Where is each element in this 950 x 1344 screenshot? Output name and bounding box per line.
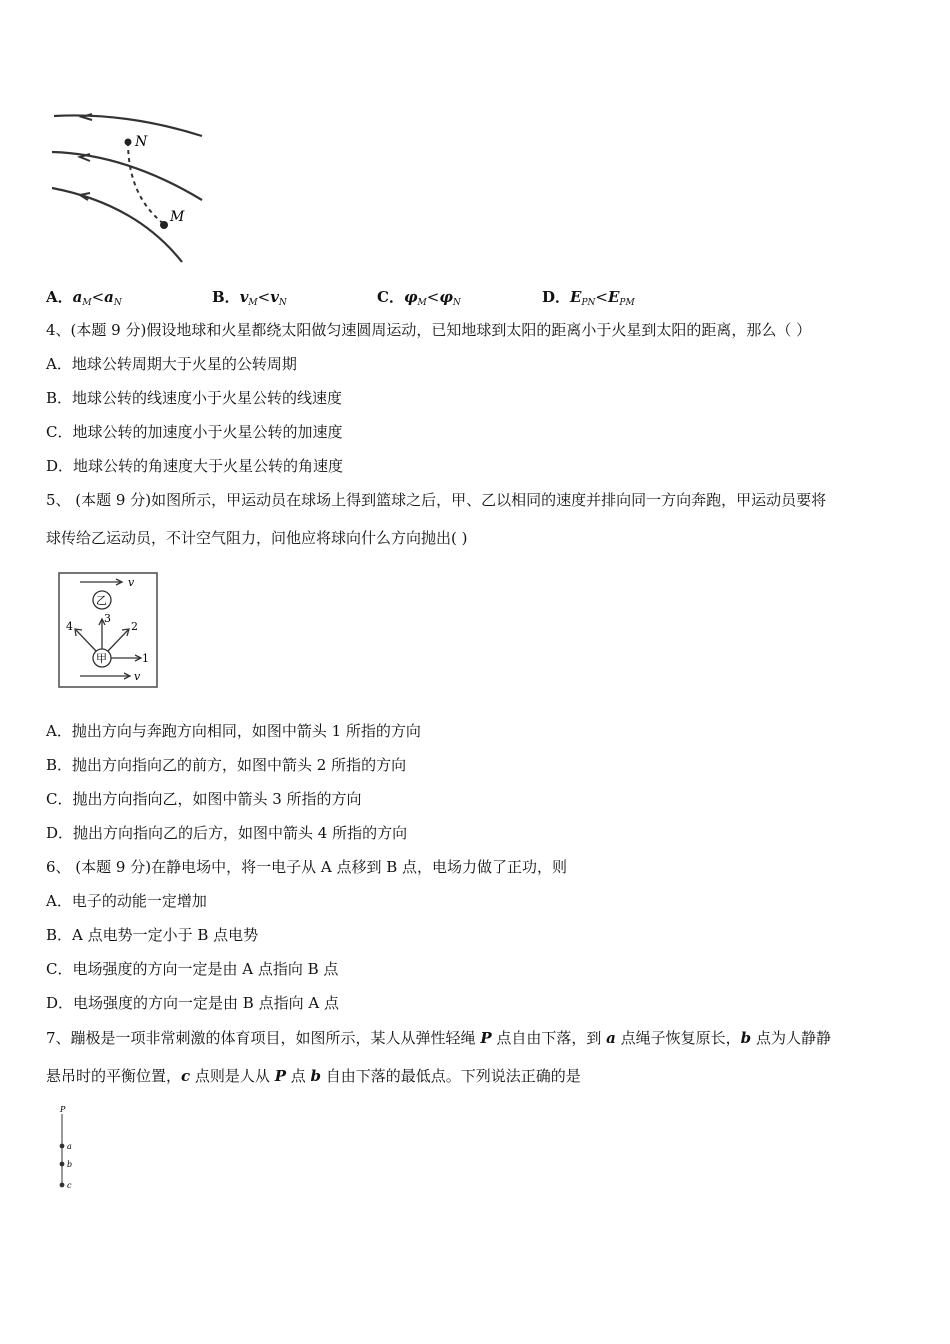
label-4: 4 xyxy=(66,620,73,633)
label-1: 1 xyxy=(142,652,149,665)
q6-option-b[interactable]: B．A 点电势一定小于 B 点电势 xyxy=(46,926,259,944)
q6-option-a[interactable]: A．电子的动能一定增加 xyxy=(46,892,207,910)
point-a xyxy=(60,1144,65,1149)
q3-options xyxy=(46,286,746,308)
q5-stem-line2: 球传给乙运动员，不计空气阻力，问他应将球向什么方向抛出( ) xyxy=(46,529,468,547)
q5-figure-frame xyxy=(59,573,157,687)
label-jia: 甲 xyxy=(96,652,107,665)
label-a: a xyxy=(67,1142,72,1151)
bungee-figure xyxy=(54,1104,84,1192)
point-b xyxy=(60,1162,65,1167)
label-yi: 乙 xyxy=(96,594,107,607)
label-b: b xyxy=(67,1160,73,1169)
q4-stem: 4、(本题 9 分)假设地球和火星都绕太阳做匀速圆周运动，已知地球到太阳的距离小于火星到太阳的距离，那么（ ） xyxy=(46,321,812,339)
q6-option-d[interactable]: D．电场强度的方向一定是由 B 点指向 A 点 xyxy=(46,994,339,1012)
q3-option-c[interactable]: C．$\varphi_M<\varphi_N$ xyxy=(377,288,461,308)
arrow-2 xyxy=(108,630,128,651)
q5-option-d[interactable]: D．抛出方向指向乙的后方，如图中箭头 4 所指的方向 xyxy=(46,824,408,842)
label-c: c xyxy=(67,1181,72,1190)
q4-option-a[interactable]: A．地球公转周期大于火星的公转周期 xyxy=(46,355,297,373)
trajectory xyxy=(128,142,164,224)
label-3: 3 xyxy=(104,612,111,625)
point-n xyxy=(125,139,132,146)
q4-option-d[interactable]: D．地球公转的角速度大于火星公转的角速度 xyxy=(46,457,344,475)
field-lines-figure xyxy=(46,104,216,266)
q3-option-a[interactable]: A．$a_M<a_N$ xyxy=(46,288,122,308)
q7-stem-line2: 悬吊时的平衡位置，c 点则是人从 P 点 b 自由下落的最低点。下列说法正确的是 xyxy=(46,1067,581,1085)
point-c xyxy=(60,1183,65,1188)
q5-option-a[interactable]: A．抛出方向与奔跑方向相同，如图中箭头 1 所指的方向 xyxy=(46,722,421,740)
q5-v-bottom: v xyxy=(134,670,141,683)
q4-option-c[interactable]: C．地球公转的加速度小于火星公转的加速度 xyxy=(46,423,343,441)
q3-option-b[interactable]: B．$v_M<v_N$ xyxy=(212,288,287,308)
q6-option-c[interactable]: C．电场强度的方向一定是由 A 点指向 B 点 xyxy=(46,960,339,978)
q5-option-c[interactable]: C．抛出方向指向乙，如图中箭头 3 所指的方向 xyxy=(46,790,362,808)
q5-v-top: v xyxy=(128,576,135,589)
label-n: N xyxy=(135,134,148,150)
field-line-top xyxy=(54,115,202,136)
point-m xyxy=(160,221,168,229)
label-m: M xyxy=(170,209,185,225)
q5-stem-line1: 5、 (本题 9 分)如图所示，甲运动员在球场上得到篮球之后，甲、乙以相同的速度并排向同一方向奔跑，甲运动员要将 xyxy=(46,491,827,509)
q4-option-b[interactable]: B．地球公转的线速度小于火星公转的线速度 xyxy=(46,389,343,407)
arrow-4 xyxy=(76,630,96,651)
label-2: 2 xyxy=(131,620,138,633)
q5-figure xyxy=(58,572,160,690)
q3-option-d[interactable]: D．$E_{PN}<E_{PM}$ xyxy=(542,288,635,308)
label-p: P xyxy=(60,1105,66,1114)
q5-option-b[interactable]: B．抛出方向指向乙的前方，如图中箭头 2 所指的方向 xyxy=(46,756,407,774)
q6-stem: 6、 (本题 9 分)在静电场中，将一电子从 A 点移到 B 点，电场力做了正功，则 xyxy=(46,858,568,876)
q7-stem-line1: 7、蹦极是一项非常刺激的体育项目，如图所示，某人从弹性轻绳 P 点自由下落，到 a 点绳子恢复原长，b 点为人静静 xyxy=(46,1029,831,1047)
